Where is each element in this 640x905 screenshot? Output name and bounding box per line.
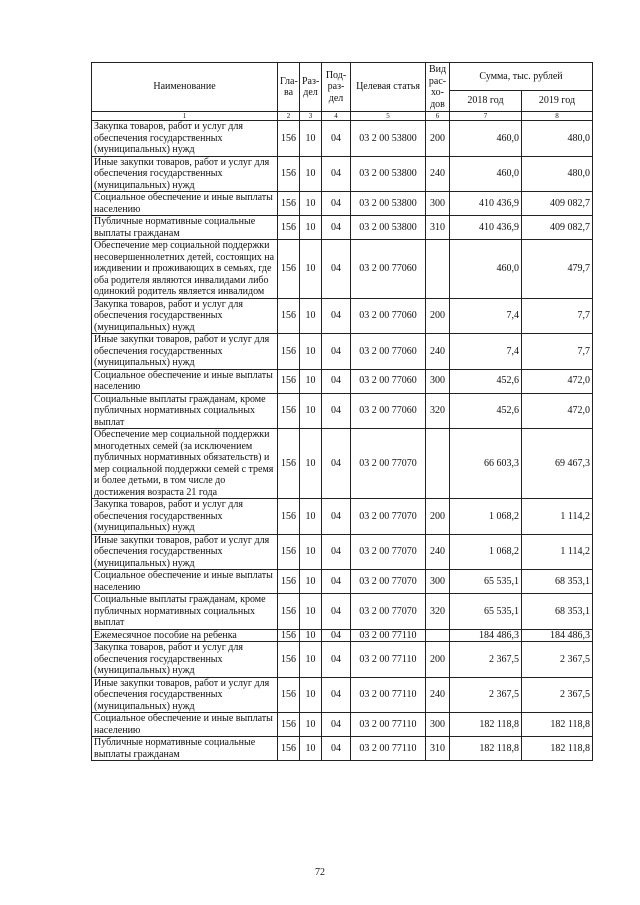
row-target: 03 2 00 77110 [351,677,426,713]
row-sum-2019: 7,7 [522,298,593,334]
row-subsection: 04 [322,429,351,499]
row-sum-2018: 65 535,1 [450,570,522,594]
row-section: 10 [300,298,322,334]
row-chapter: 156 [278,534,300,570]
row-expense-type: 300 [426,192,450,216]
row-expense-type: 200 [426,499,450,535]
row-expense-type: 320 [426,594,450,630]
row-name: Социальное обеспечение и иные выплаты населению [92,713,278,737]
row-section: 10 [300,642,322,678]
row-section: 10 [300,737,322,761]
row-subsection: 04 [322,298,351,334]
row-target: 03 2 00 77110 [351,642,426,678]
row-section: 10 [300,240,322,299]
table-row [92,393,593,429]
row-sum-2019: 472,0 [522,369,593,393]
row-target: 03 2 00 77070 [351,570,426,594]
row-expense-type: 240 [426,534,450,570]
row-section: 10 [300,192,322,216]
column-number: 5 [351,112,426,121]
header-year-2018: 2018 год [450,91,522,112]
page-number: 72 [315,867,325,878]
row-target: 03 2 00 77070 [351,429,426,499]
row-subsection: 04 [322,534,351,570]
row-subsection: 04 [322,156,351,192]
row-expense-type: 310 [426,216,450,240]
table-body [92,121,593,761]
row-chapter: 156 [278,629,300,642]
row-subsection: 04 [322,121,351,157]
row-name: Иные закупки товаров, работ и услуг для обеспечения государственных (муниципальных) нужд [92,534,278,570]
row-expense-type: 310 [426,737,450,761]
row-sum-2018: 7,4 [450,298,522,334]
row-section: 10 [300,156,322,192]
row-chapter: 156 [278,642,300,678]
header-subsection: Под-раз-дел [322,63,351,112]
row-target: 03 2 00 53800 [351,156,426,192]
column-number: 7 [450,112,522,121]
row-sum-2018: 1 068,2 [450,499,522,535]
row-name: Обеспечение мер социальной поддержки многодетных семей (за исключением публичных нормативных обязательств) и мер социальной поддержки семей с тремя и более детьми, в том числе до достижения возраста 21 года [92,429,278,499]
row-expense-type: 300 [426,570,450,594]
table-row [92,369,593,393]
table-row [92,534,593,570]
row-name: Социальное обеспечение и иные выплаты населению [92,369,278,393]
row-sum-2018: 65 535,1 [450,594,522,630]
row-target: 03 2 00 77060 [351,369,426,393]
row-subsection: 04 [322,216,351,240]
row-subsection: 04 [322,713,351,737]
row-sum-2018: 2 367,5 [450,677,522,713]
row-expense-type: 200 [426,121,450,157]
column-number-row [92,112,593,121]
row-subsection: 04 [322,192,351,216]
row-name: Социальные выплаты гражданам, кроме публичных нормативных социальных выплат [92,393,278,429]
table-row [92,629,593,642]
row-sum-2019: 2 367,5 [522,642,593,678]
row-target: 03 2 00 77060 [351,240,426,299]
header-section: Раз-дел [300,63,322,112]
row-subsection: 04 [322,677,351,713]
row-chapter: 156 [278,240,300,299]
row-expense-type: 240 [426,677,450,713]
row-section: 10 [300,334,322,370]
row-sum-2018: 452,6 [450,393,522,429]
row-sum-2018: 460,0 [450,240,522,299]
column-number: 6 [426,112,450,121]
row-subsection: 04 [322,594,351,630]
table-row [92,240,593,299]
row-chapter: 156 [278,594,300,630]
row-chapter: 156 [278,334,300,370]
row-sum-2018: 410 436,9 [450,216,522,240]
row-chapter: 156 [278,499,300,535]
table-row [92,429,593,499]
row-name: Иные закупки товаров, работ и услуг для обеспечения государственных (муниципальных) нужд [92,334,278,370]
row-sum-2019: 1 114,2 [522,499,593,535]
row-subsection: 04 [322,334,351,370]
row-sum-2019: 7,7 [522,334,593,370]
row-sum-2019: 69 467,3 [522,429,593,499]
row-sum-2018: 182 118,8 [450,737,522,761]
row-expense-type: 300 [426,369,450,393]
header-expense-type: Вид рас-хо-дов [426,63,450,112]
row-sum-2018: 452,6 [450,369,522,393]
row-section: 10 [300,369,322,393]
row-subsection: 04 [322,499,351,535]
row-section: 10 [300,534,322,570]
row-name: Иные закупки товаров, работ и услуг для обеспечения государственных (муниципальных) нужд [92,677,278,713]
row-chapter: 156 [278,121,300,157]
row-sum-2018: 66 603,3 [450,429,522,499]
row-sum-2019: 1 114,2 [522,534,593,570]
row-expense-type: 200 [426,642,450,678]
header-sum: Сумма, тыс. рублей [450,63,593,91]
table-row [92,121,593,157]
row-target: 03 2 00 77110 [351,713,426,737]
table-row [92,334,593,370]
column-number: 4 [322,112,351,121]
row-section: 10 [300,429,322,499]
row-section: 10 [300,499,322,535]
row-chapter: 156 [278,156,300,192]
row-subsection: 04 [322,570,351,594]
row-sum-2018: 182 118,8 [450,713,522,737]
row-section: 10 [300,121,322,157]
row-subsection: 04 [322,369,351,393]
row-sum-2018: 2 367,5 [450,642,522,678]
row-name: Закупка товаров, работ и услуг для обеспечения государственных (муниципальных) нужд [92,298,278,334]
table-row [92,156,593,192]
row-target: 03 2 00 53800 [351,121,426,157]
row-chapter: 156 [278,429,300,499]
row-name: Иные закупки товаров, работ и услуг для обеспечения государственных (муниципальных) нужд [92,156,278,192]
row-sum-2019: 480,0 [522,121,593,157]
row-target: 03 2 00 77060 [351,298,426,334]
column-number: 3 [300,112,322,121]
row-sum-2019: 409 082,7 [522,216,593,240]
row-sum-2019: 479,7 [522,240,593,299]
row-sum-2019: 2 367,5 [522,677,593,713]
row-sum-2019: 182 118,8 [522,737,593,761]
row-name: Социальное обеспечение и иные выплаты населению [92,570,278,594]
row-target: 03 2 00 53800 [351,192,426,216]
row-sum-2019: 68 353,1 [522,570,593,594]
table-row [92,570,593,594]
row-expense-type [426,240,450,299]
row-subsection: 04 [322,240,351,299]
table-row [92,677,593,713]
table-row [92,192,593,216]
row-sum-2018: 460,0 [450,156,522,192]
row-subsection: 04 [322,737,351,761]
header-chapter: Гла-ва [278,63,300,112]
row-target: 03 2 00 77110 [351,737,426,761]
row-name: Публичные нормативные социальные выплаты гражданам [92,216,278,240]
row-target: 03 2 00 77060 [351,334,426,370]
row-chapter: 156 [278,393,300,429]
row-target: 03 2 00 77110 [351,629,426,642]
column-number: 1 [92,112,278,121]
row-sum-2019: 68 353,1 [522,594,593,630]
row-section: 10 [300,216,322,240]
row-name: Обеспечение мер социальной поддержки несовершеннолетних детей, состоящих на иждивении и проживающих в семьях, где оба родителя являются инвалидами либо одинокий родитель является инвалидом [92,240,278,299]
row-chapter: 156 [278,570,300,594]
table-row [92,737,593,761]
budget-table [91,62,593,761]
row-target: 03 2 00 77070 [351,594,426,630]
row-sum-2019: 182 118,8 [522,713,593,737]
row-expense-type [426,429,450,499]
table-row [92,594,593,630]
table-row [92,499,593,535]
row-section: 10 [300,594,322,630]
row-chapter: 156 [278,369,300,393]
row-chapter: 156 [278,192,300,216]
row-chapter: 156 [278,713,300,737]
row-chapter: 156 [278,677,300,713]
header-target: Целевая статья [351,63,426,112]
row-section: 10 [300,393,322,429]
row-name: Ежемесячное пособие на ребенка [92,629,278,642]
row-target: 03 2 00 77070 [351,534,426,570]
row-expense-type: 320 [426,393,450,429]
row-chapter: 156 [278,298,300,334]
row-name: Социальное обеспечение и иные выплаты населению [92,192,278,216]
table-row [92,216,593,240]
row-section: 10 [300,713,322,737]
header-year-2019: 2019 год [522,91,593,112]
table-row [92,713,593,737]
row-sum-2019: 480,0 [522,156,593,192]
row-chapter: 156 [278,737,300,761]
header-name: Наименование [92,63,278,112]
row-name: Публичные нормативные социальные выплаты гражданам [92,737,278,761]
row-sum-2018: 460,0 [450,121,522,157]
row-sum-2018: 7,4 [450,334,522,370]
table-row [92,642,593,678]
row-sum-2018: 184 486,3 [450,629,522,642]
row-subsection: 04 [322,393,351,429]
row-name: Закупка товаров, работ и услуг для обеспечения государственных (муниципальных) нужд [92,121,278,157]
row-expense-type: 240 [426,334,450,370]
row-sum-2018: 1 068,2 [450,534,522,570]
row-expense-type: 300 [426,713,450,737]
row-name: Социальные выплаты гражданам, кроме публичных нормативных социальных выплат [92,594,278,630]
row-subsection: 04 [322,629,351,642]
row-expense-type: 200 [426,298,450,334]
row-chapter: 156 [278,216,300,240]
row-expense-type: 240 [426,156,450,192]
row-name: Закупка товаров, работ и услуг для обеспечения государственных (муниципальных) нужд [92,642,278,678]
row-name: Закупка товаров, работ и услуг для обеспечения государственных (муниципальных) нужд [92,499,278,535]
table-row [92,298,593,334]
row-subsection: 04 [322,642,351,678]
row-sum-2018: 410 436,9 [450,192,522,216]
column-number: 8 [522,112,593,121]
row-sum-2019: 409 082,7 [522,192,593,216]
row-target: 03 2 00 77070 [351,499,426,535]
row-section: 10 [300,629,322,642]
row-section: 10 [300,677,322,713]
row-section: 10 [300,570,322,594]
row-expense-type [426,629,450,642]
row-target: 03 2 00 77060 [351,393,426,429]
column-number: 2 [278,112,300,121]
table-header-row [92,63,593,91]
row-target: 03 2 00 53800 [351,216,426,240]
row-sum-2019: 184 486,3 [522,629,593,642]
row-sum-2019: 472,0 [522,393,593,429]
